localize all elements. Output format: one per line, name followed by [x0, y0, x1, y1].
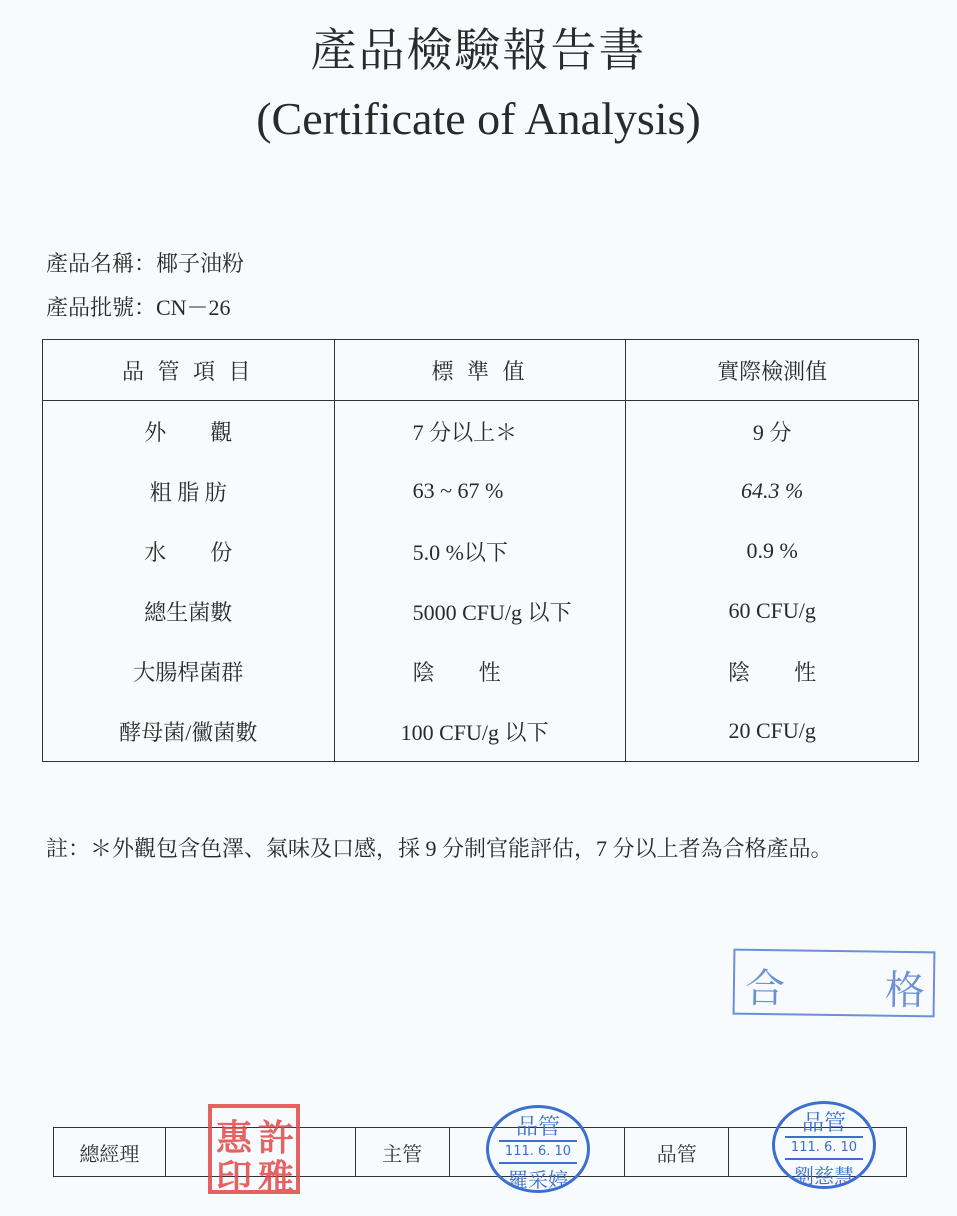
footnote: 註：＊外觀包含色澤、氣味及口感，採 9 分制官能評估，7 分以上者為合格產品。 [46, 836, 833, 861]
cell-item: 水 份 [43, 521, 335, 581]
cell-item: 酵母菌/黴菌數 [43, 701, 335, 762]
table-row [43, 581, 919, 641]
cell-actual: 60 CFU/g [626, 581, 919, 641]
seal-date: 111. 6. 10 [499, 1140, 577, 1164]
cell-item: 粗 脂 肪 [43, 461, 335, 521]
seal-dept: 品管 [801, 1111, 846, 1136]
cell-item: 總生菌數 [43, 581, 335, 641]
cell-actual: 64.3 % [626, 461, 919, 521]
cell-item: 外 觀 [43, 401, 335, 462]
document-title-zh: 產品檢驗報告書 [310, 23, 647, 77]
red-seal [208, 1104, 300, 1199]
table-header-row [43, 340, 919, 401]
red-seal-char: 惠 [216, 1117, 253, 1159]
cell-standard: 63 ~ 67 % [334, 461, 626, 521]
label-supervisor: 主管 [355, 1128, 449, 1177]
label-quality-control: 品管 [625, 1128, 729, 1177]
table-row [43, 521, 919, 581]
cell-standard: 100 CFU/g 以下 [334, 701, 626, 762]
pass-stamp-char: 合 [744, 965, 786, 1013]
cell-standard: 5000 CFU/g 以下 [334, 581, 626, 641]
seal-name: 羅采婷 [508, 1168, 568, 1192]
cell-standard: 7 分以上＊ [334, 401, 626, 462]
cell-actual: 9 分 [626, 401, 919, 462]
cell-standard: 5.0 %以下 [334, 521, 626, 581]
product-name: 產品名稱：椰子油粉 [46, 251, 245, 276]
pass-stamp-char: 格 [884, 967, 926, 1015]
cell-actual: 0.9 % [626, 521, 919, 581]
qc-seal-supervisor [486, 1105, 590, 1193]
header-item: 品 管 項 目 [43, 340, 335, 401]
qc-seal-quality-control [772, 1101, 876, 1189]
cell-standard: 陰 性 [334, 641, 626, 701]
table-row [43, 641, 919, 701]
table-row [43, 701, 919, 762]
cell-actual: 陰 性 [626, 641, 919, 701]
header-actual: 實際檢測值 [626, 340, 919, 401]
header-standard: 標 準 值 [334, 340, 626, 401]
document-title-en: (Certificate of Analysis) [256, 93, 701, 144]
analysis-table [42, 339, 919, 762]
cell-actual: 20 CFU/g [626, 701, 919, 762]
seal-date: 111. 6. 10 [785, 1136, 863, 1160]
seal-dept: 品管 [515, 1115, 560, 1140]
label-general-manager: 總經理 [54, 1128, 166, 1177]
red-seal-char: 印 [216, 1157, 253, 1199]
table-row [43, 401, 919, 462]
pass-stamp [733, 949, 936, 1018]
seal-name: 劉慈慧 [794, 1164, 854, 1188]
cell-item: 大腸桿菌群 [43, 641, 335, 701]
red-seal-char: 雅 [258, 1157, 295, 1199]
product-batch: 產品批號：CN－26 [46, 295, 231, 320]
red-seal-char: 許 [258, 1117, 295, 1159]
table-row [43, 461, 919, 521]
